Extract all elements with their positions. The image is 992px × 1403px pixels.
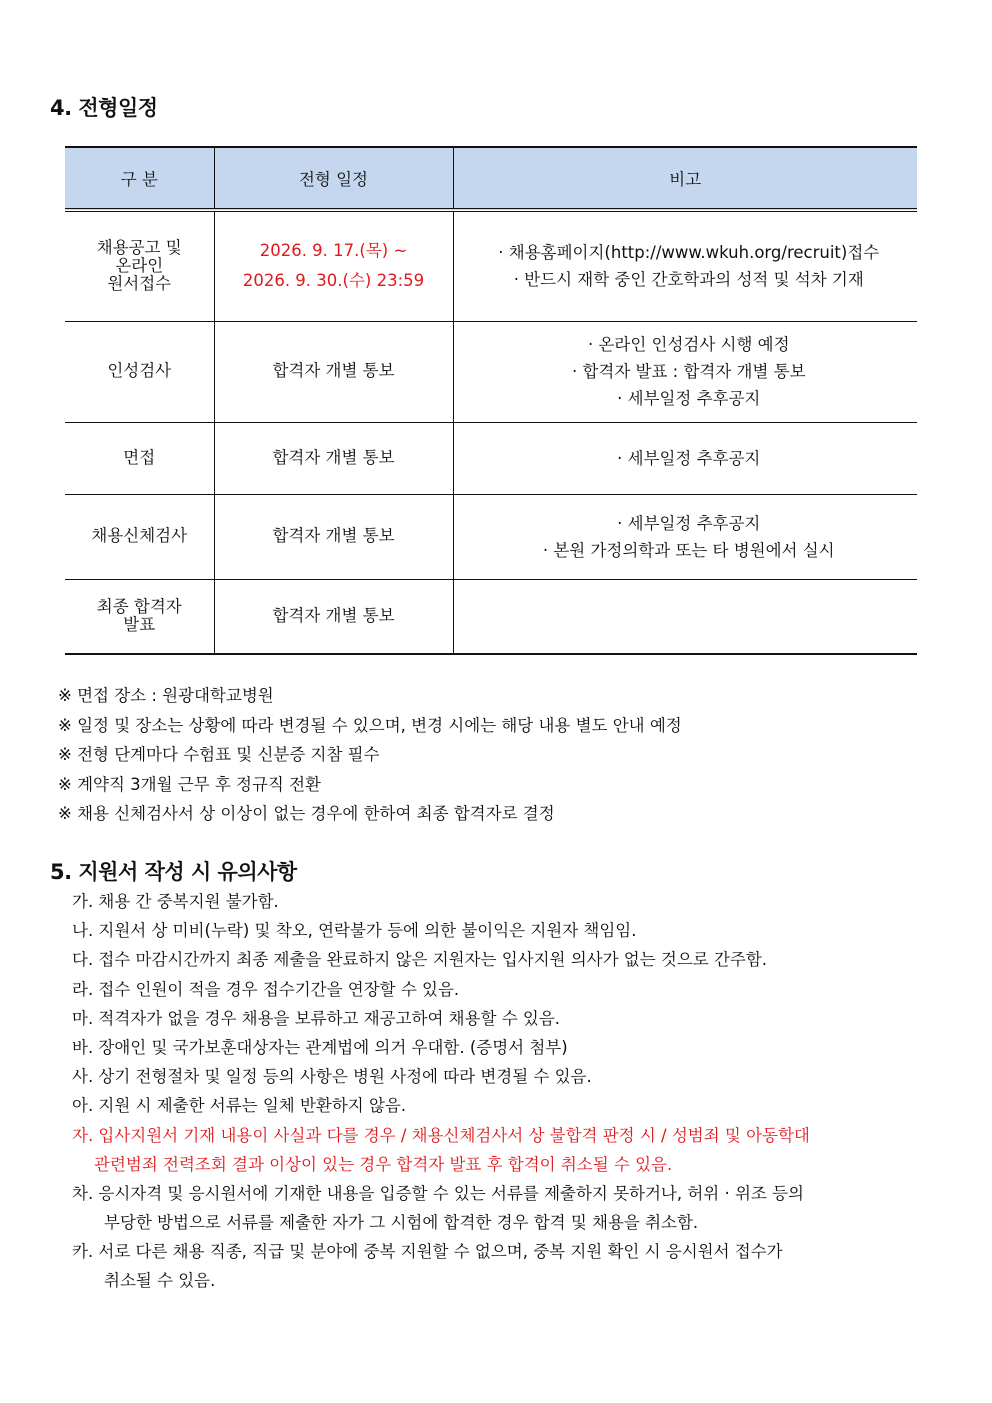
category-line: 온라인 [115,256,164,276]
schedule-cell: 합격자 개별 통보 [214,321,453,422]
remark-line: · 세부일정 추후공지 [617,513,761,533]
list-item: 차. 응시자격 및 응시원서에 기재한 내용을 입증할 수 있는 서류를 제출하지 못하거나, 허위 · 위조 등의 [72,1183,804,1203]
category-line: 채용공고 및 [96,238,182,258]
note-item: ※ 계약직 3개월 근무 후 정규직 전환 [58,774,321,794]
remark-line: · 세부일정 추후공지 [617,448,761,468]
list-item: 아. 지원 시 제출한 서류는 일체 반환하지 않음. [72,1096,407,1116]
category-cell: 면접 [65,422,214,494]
remark-line: · 본원 가정의학과 또는 타 병원에서 실시 [542,540,835,560]
list-item: 다. 접수 마감시간까지 최종 제출을 완료하지 않은 지원자는 입사지원 의사가 없는 것으로 간주함. [72,950,768,970]
note-item: ※ 전형 단계마다 수험표 및 신분증 지참 필수 [58,745,380,764]
header-schedule: 전형 일정 [214,147,453,210]
section-4-title: 4. 전형일정 [50,96,158,120]
category-cell: 인성검사 [65,321,214,422]
remark-line: · 온라인 인성검사 시행 예정 [587,335,790,354]
remark-line: · 합격자 발표 : 합격자 개별 통보 [571,362,806,381]
schedule-cell: 합격자 개별 통보 [214,422,453,494]
remarks-cell [453,579,917,654]
remarks-cell [453,494,917,579]
list-item: 가. 채용 간 중복지원 불가함. [72,892,279,911]
list-item: 바. 장애인 및 국가보훈대상자는 관계법에 의거 우대함. (증명서 첨부) [72,1037,568,1057]
category-cell [65,579,214,654]
note-item: ※ 채용 신체검사서 상 이상이 없는 경우에 한하여 최종 합격자로 결정 [58,804,555,823]
category-line: 최종 합격자 [96,597,182,617]
list-item: 라. 접수 인원이 적을 경우 접수기간을 연장할 수 있음. [72,979,460,999]
note-item: ※ 일정 및 장소는 상황에 따라 변경될 수 있으며, 변경 시에는 해당 내용 별도 안내 예정 [58,715,682,735]
schedule-cell: 합격자 개별 통보 [214,579,453,654]
remark-line: · 반드시 재학 중인 간호학과의 성적 및 석차 기재 [513,270,864,290]
notes-list [58,681,682,829]
schedule-cell [214,210,453,321]
section-5-title: 5. 지원서 작성 시 유의사항 [50,860,297,884]
list-item: 사. 상기 전형절차 및 일정 등의 사항은 병원 사정에 따라 변경될 수 있음. [72,1067,592,1087]
category-line: 발표 [123,615,156,635]
remark-line: · 채용홈페이지(http://www.wkuh.org/recruit)접수 [498,243,880,263]
remarks-cell [453,210,917,321]
list-item: 마. 적격자가 없을 경우 채용을 보류하고 재공고하여 채용할 수 있음. [72,1008,561,1028]
schedule-table [65,146,917,655]
note-item: ※ 면접 장소 : 원광대학교병원 [58,686,274,705]
list-item-highlight: 자. 입사지원서 기재 내용이 사실과 다를 경우 / 채용신체검사서 상 불합격 판정 시 / 성범죄 및 아동학대 [72,1125,810,1145]
list-item-highlight-continued: 관련범죄 전력조회 결과 이상이 있는 경우 합격자 발표 후 합격이 취소될 수 있음. [94,1154,673,1174]
remarks-cell [453,422,917,494]
table-row [65,422,917,494]
schedule-line: 2026. 9. 30.(수) 23:59 [242,271,425,291]
table-row [65,494,917,579]
table-header-row [65,147,917,210]
schedule-cell: 합격자 개별 통보 [214,494,453,579]
precautions-list [72,887,810,1296]
schedule-line: 2026. 9. 17.(목) ~ [259,241,408,261]
list-item: 카. 서로 다른 채용 직종, 직급 및 분야에 중복 지원할 수 없으며, 중복 지원 확인 시 응시원서 접수가 [72,1242,783,1262]
table-row [65,210,917,321]
header-remarks: 비고 [453,147,917,210]
remarks-cell [453,321,917,422]
category-cell: 채용신체검사 [65,494,214,579]
table-row [65,321,917,422]
list-item-continued: 부당한 방법으로 서류를 제출한 자가 그 시험에 합격한 경우 합격 및 채용을 취소함. [104,1213,699,1233]
category-cell [65,210,214,321]
category-line: 원서접수 [107,274,172,294]
list-item-continued: 취소될 수 있음. [104,1271,216,1291]
list-item: 나. 지원서 상 미비(누락) 및 착오, 연락불가 등에 의한 불이익은 지원자 책임임. [72,921,637,941]
remark-line: · 세부일정 추후공지 [617,389,761,408]
header-category: 구 분 [65,147,214,210]
table-row [65,579,917,654]
